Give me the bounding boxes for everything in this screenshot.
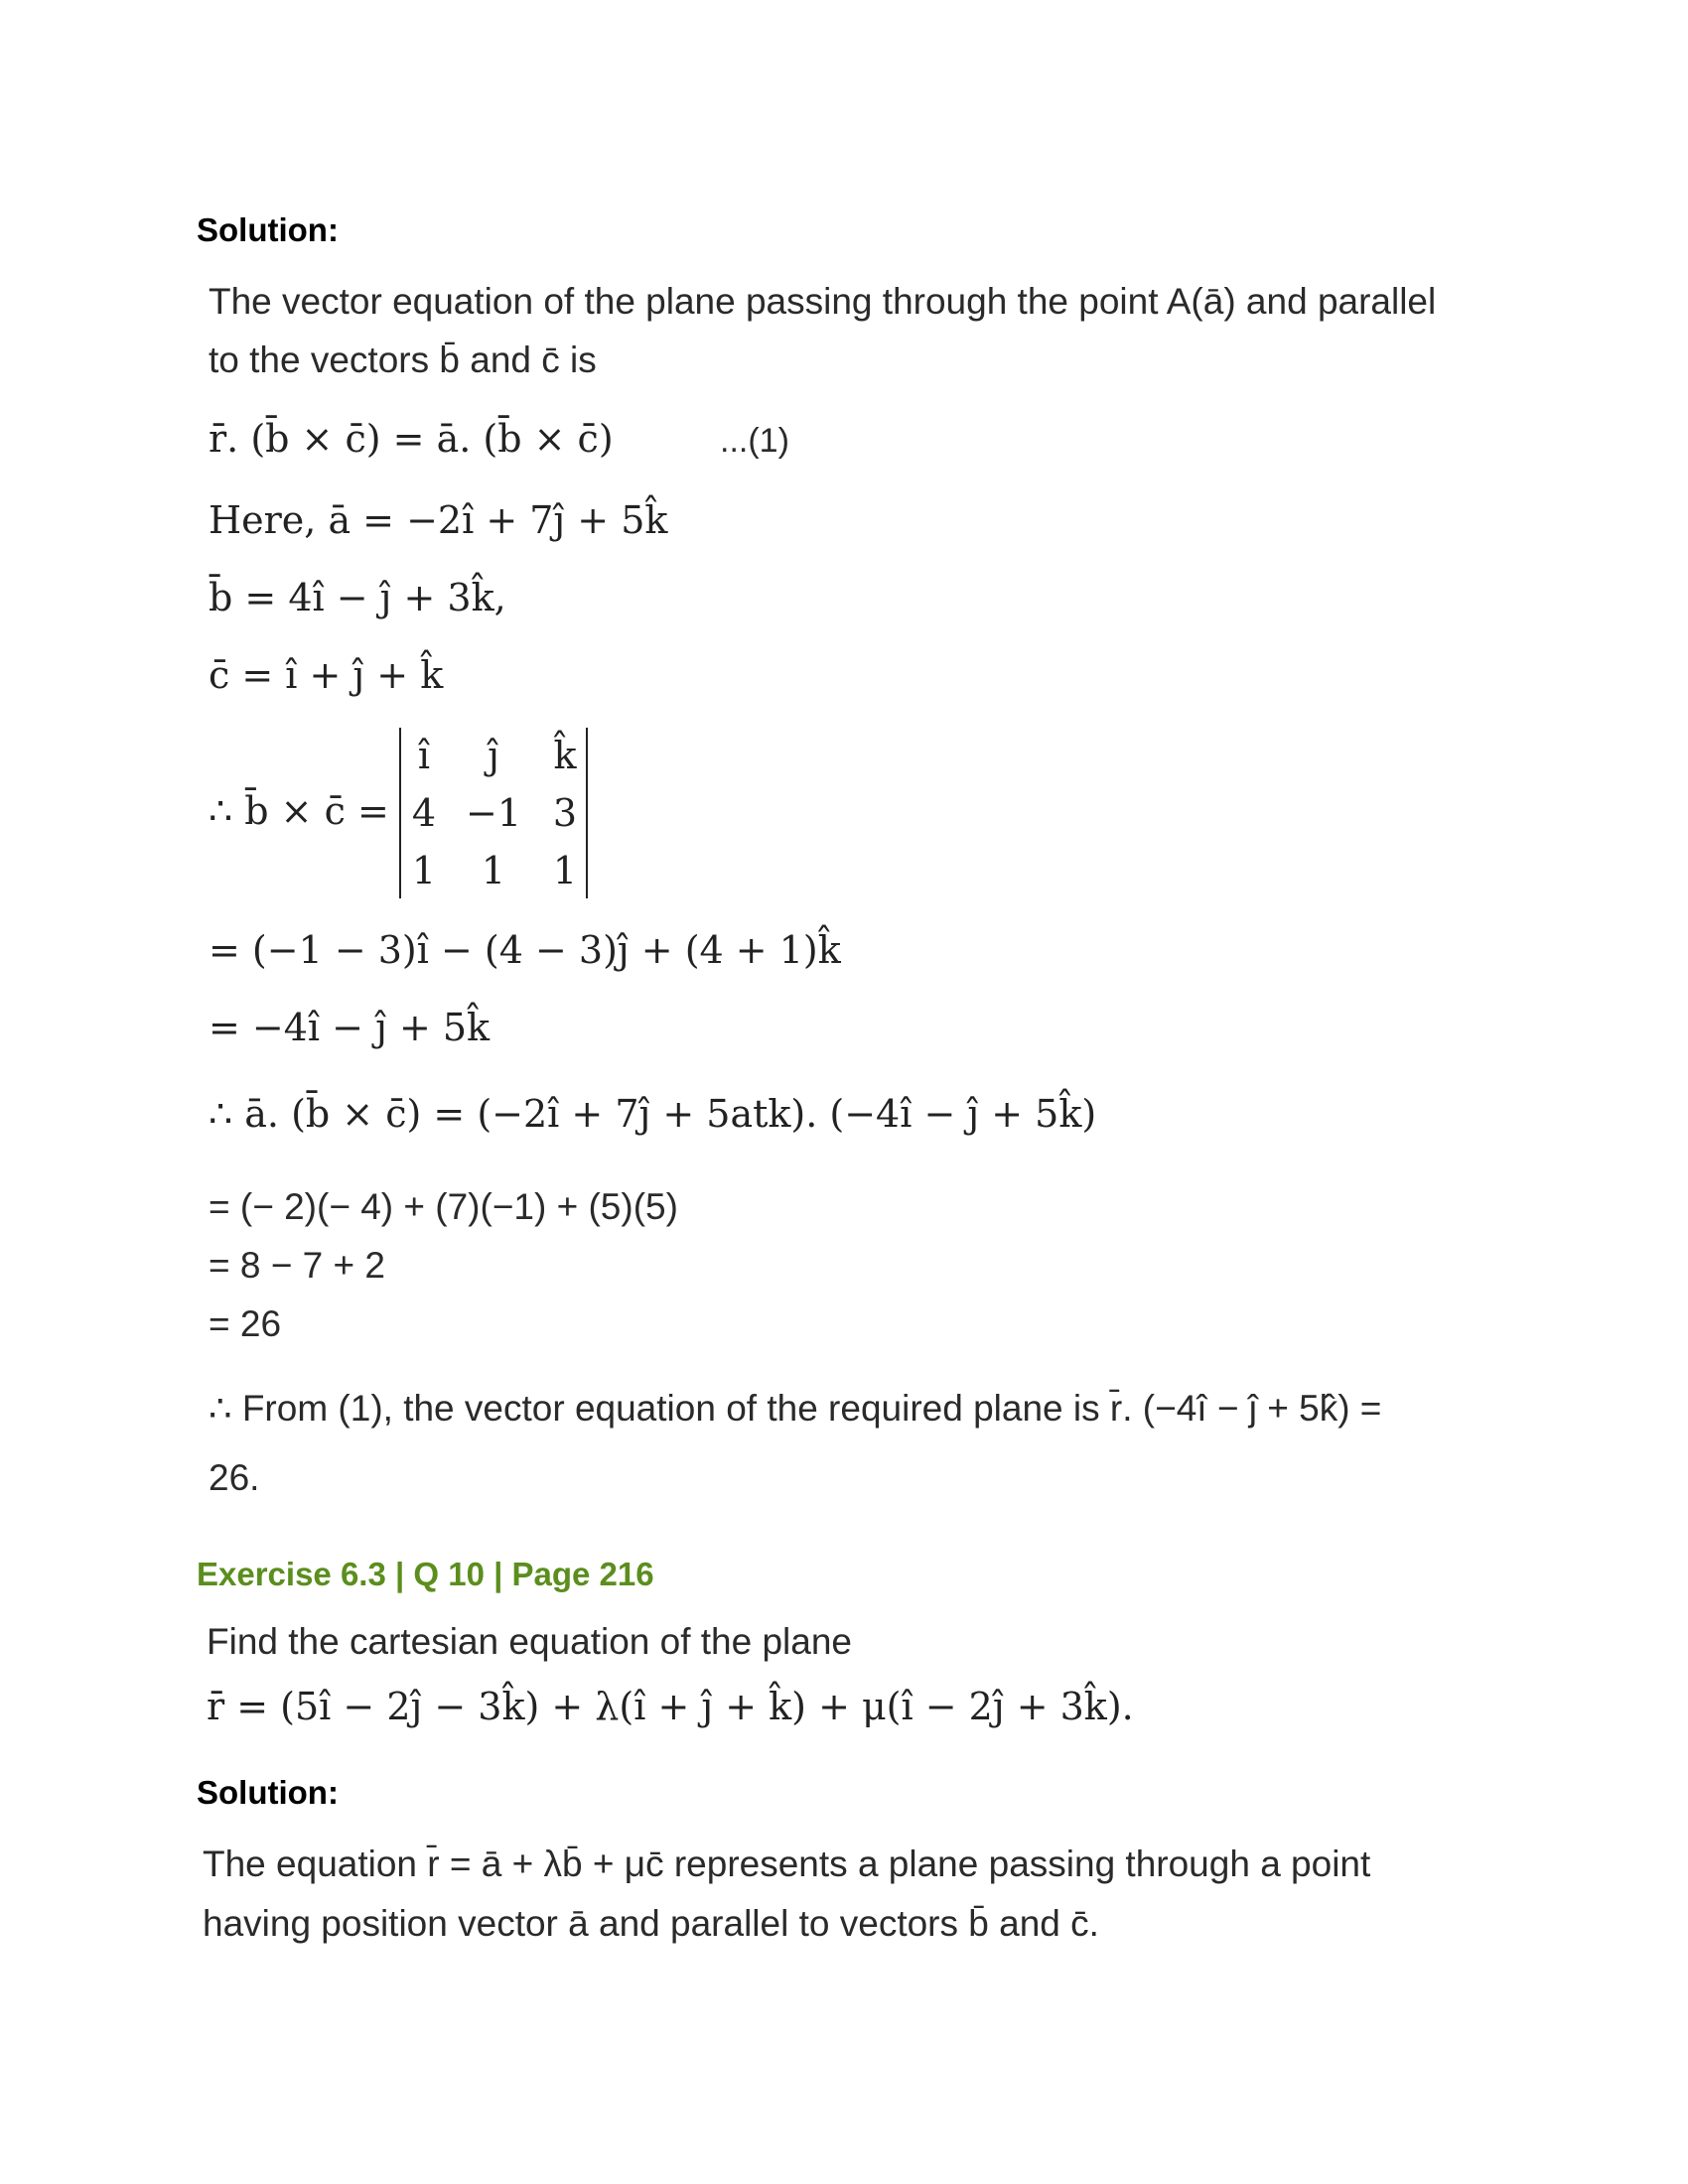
vector-c: c̄ = î + ĵ + k̂ (209, 653, 444, 697)
solution-heading-2: Solution: (197, 1774, 339, 1811)
calculation-line-3: = 26 (209, 1303, 282, 1344)
equation-1-ref: ...(1) (720, 422, 789, 460)
question-line-1: Find the cartesian equation of the plane (207, 1621, 853, 1662)
intro-line-2: to the vectors b̄ and c̄ is (209, 340, 597, 380)
dot-product-line: ∴ ā. (b̄ × c̄) = (−2î + 7ĵ + 5atk). (−4î − ĵ + 5k̂) (209, 1092, 1097, 1136)
det-cell: −1 (465, 791, 522, 835)
expansion-line-2: = −4î − ĵ + 5k̂ (209, 1006, 491, 1049)
det-cell: î (417, 734, 431, 777)
det-cell: 4 (411, 791, 437, 835)
det-cell: 1 (552, 849, 578, 892)
det-cell: 3 (552, 791, 578, 835)
calculation-line-2: = 8 − 7 + 2 (209, 1245, 385, 1286)
expansion-line-1: = (−1 − 3)î − (4 − 3)ĵ + (4 + 1)k̂ (209, 928, 841, 972)
conclusion-line-2: 26. (209, 1457, 260, 1498)
solution2-line-1: The equation r̄ = ā + λb̄ + μc̄ represents a plane passing through a point (203, 1843, 1371, 1884)
calculation-line-1: = (− 2)(− 4) + (7)(−1) + (5)(5) (209, 1186, 678, 1227)
conclusion-line-1: ∴ From (1), the vector equation of the required plane is r̄. (−4î − ĵ + 5k̂) = (209, 1388, 1382, 1429)
solution2-line-2: having position vector ā and parallel to vectors b̄ and c̄. (203, 1903, 1099, 1944)
det-cell: 1 (411, 849, 437, 892)
det-cell: k̂ (553, 734, 577, 777)
solution-heading: Solution: (197, 211, 339, 248)
cross-product-label: ∴ b̄ × c̄ = (209, 789, 389, 833)
vector-a: Here, ā = −2î + 7ĵ + 5k̂ (209, 498, 668, 542)
exercise-title[interactable]: Exercise 6.3 | Q 10 | Page 216 (197, 1556, 654, 1592)
vector-b: b̄ = 4î − ĵ + 3k̂, (209, 576, 506, 619)
equation-1: r̄. (b̄ × c̄) = ā. (b̄ × c̄) (209, 417, 614, 461)
question-line-2: r̄ = (5î − 2ĵ − 3k̂) + λ(î + ĵ + k̂) + μ(î − 2ĵ + 3k̂). (207, 1685, 1134, 1728)
det-cell: ĵ (488, 734, 499, 777)
intro-line-1: The vector equation of the plane passing through the point A(ā) and parallel (209, 281, 1437, 322)
det-cell: 1 (481, 849, 506, 892)
determinant-matrix (399, 728, 588, 898)
